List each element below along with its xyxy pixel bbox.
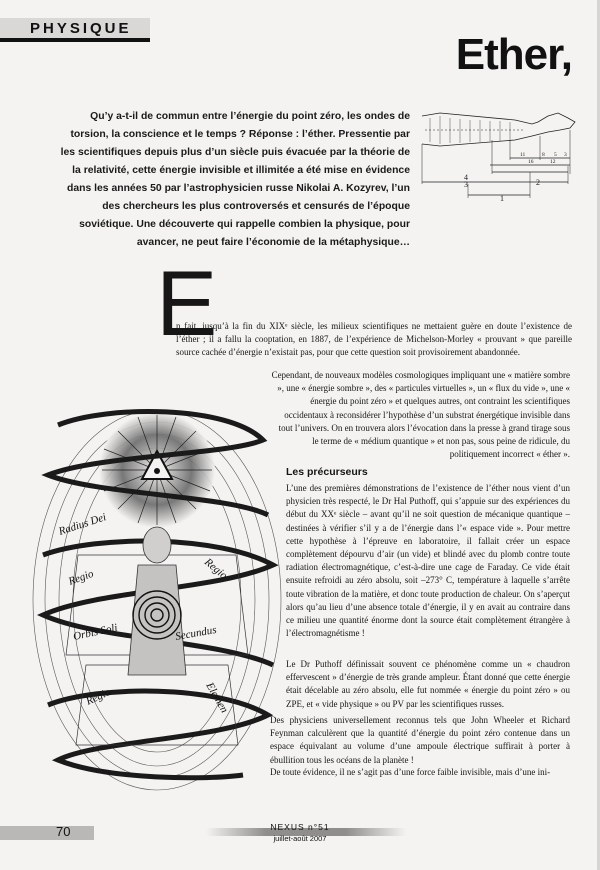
section-subheading: Les précurseurs [286, 466, 368, 478]
diagram-label-2: 2 [536, 178, 540, 187]
inscription-orbis-soli: Orbis Soli [72, 621, 119, 643]
drop-cap: E [156, 253, 218, 355]
diagram-label-3a: 3 [564, 152, 567, 158]
forearm-diagram [420, 110, 580, 205]
inscription-elemen: Elemen [203, 680, 231, 716]
diagram-label-11: 11 [520, 152, 526, 158]
inscription-regio-bottom: Regio [84, 685, 113, 708]
body-paragraph-6: De toute évidence, il ne s’agit pas d’une force faible invisible, mais d’une ini- [270, 767, 551, 777]
inscription-regio-right: Regio [202, 556, 230, 582]
diagram-label-12: 12 [550, 159, 556, 165]
inscription-regio-left: Regio [66, 567, 96, 588]
inscription-radius-dei: Radius Dei [57, 511, 108, 538]
article-title: Ether, [455, 30, 572, 79]
diagram-label-5: 5 [554, 152, 557, 158]
diagram-label-16: 16 [528, 159, 534, 165]
diagram-label-8: 8 [542, 152, 545, 158]
page-number: 70 [56, 824, 71, 839]
body-paragraph-3: L’une des premières démonstrations de l’existence de l’éther nous vient d’un physicien très respecté, le Dr Hal Puthoff, qui s’appuie sur des expériences du début du XXᵉ siècle – avant qu’il ne soit question de mécanique quantique – destinées à vérifier s’il y a de l’énergie dans l’« espace vide ». Pour mettre cette hypothèse à l’épreuve en laboratoire, il fallait créer un espace complètement dépourvu d’air (un vide) et blindé avec du plomb contre toute radiation électromagnétique, c’est-à-dire une cage de Faraday. Ce vide était ensuite refroidi au zéro absolu, soit –273° C, température à laquelle s’arrête toute vibration de la matière, et donc toute production de chaleur. On s’aperçut alors qu’au lieu d’une absence totale d’énergie, il y en avait au contraire dans ce milieu une quantité énorme dont la source était complètement étrangère à l’électromagnétisme ! [286, 483, 570, 639]
magazine-issue: NEXUS n°51 [270, 822, 330, 832]
body-paragraph-5: Des physiciens universellement reconnus tels que John Wheeler et Richard Feynman calculèrent que la quantité d’énergie du point zéro contenue dans un espace équivalant au volume d’une ampoule électrique suffirait à porter à ébullition tous les océans de la planète ! [270, 715, 570, 765]
body-paragraph-1: n fait, jusqu’à la fin du XIXᵉ siècle, les milieux scientifiques ne mettaient guère en doute l’existence de l’éther ; il a fallu la cooptation, en 1887, de l’expérience de Michelson-Morley « prouvant » que pareille source cachée d’énergie n’existait pas, pour que cette question soit provisoirement abandonnée. [176, 321, 572, 358]
rubric-rule [0, 38, 150, 42]
body-paragraph-2: Cependant, de nouveaux modèles cosmologiques impliquant une « matière sombre », une « énergie sombre », des « particules virtuelles », un « flux du vide », une « énergie du point zéro » et quelques autres, ont contraint les scientifiques occidentaux à reconsidérer l’hypothèse d’un substrat énergétique invisible dans tout l’univers. On en trouvera alors l’évocation dans la presse à grand tirage sous le terme de « médium quantique » et non pas, sous peine de ridicule, du politiquement incorrect « éther ». [271, 370, 570, 460]
diagram-label-3: 3 [464, 180, 468, 189]
inscription-secundus: Secundus [174, 623, 218, 643]
lead-paragraph: Qu’y a-t-il de commun entre l’énergie du point zéro, les ondes de torsion, la conscience et le temps ? Réponse : l’éther. Pressentie par les scientifiques depuis plus d’un siècle puis évacuée par la théorie de la relativité, cette énergie invisible et illimitée a été mise en évidence dans les années 50 par l’astrophysicien russe Nikolai A. Kozyrev, l’un des chercheurs les plus controversés et censurés de l’époque soviétique. Une découverte qui rappelle combien la physique, pour avancer, ne peut faire l’économie de la métaphysique… [60, 111, 410, 248]
cosmic-man-illustration [28, 385, 286, 800]
diagram-label-1: 1 [500, 194, 504, 203]
body-paragraph-4: Le Dr Puthoff définissait souvent ce phénomène comme un « chaudron effervescent » d’énergie de très grande ampleur. Étant donné que cette énergie était décelable au zéro absolu, elle fut nommée « énergie du point zéro » ou ZPE, et « vide physique » ou PV par les scientifiques russes. [286, 659, 570, 709]
diagram-label-4: 4 [464, 173, 468, 182]
issue-date: juillet-août 2007 [273, 834, 327, 843]
section-rubric: PHYSIQUE [30, 20, 132, 37]
